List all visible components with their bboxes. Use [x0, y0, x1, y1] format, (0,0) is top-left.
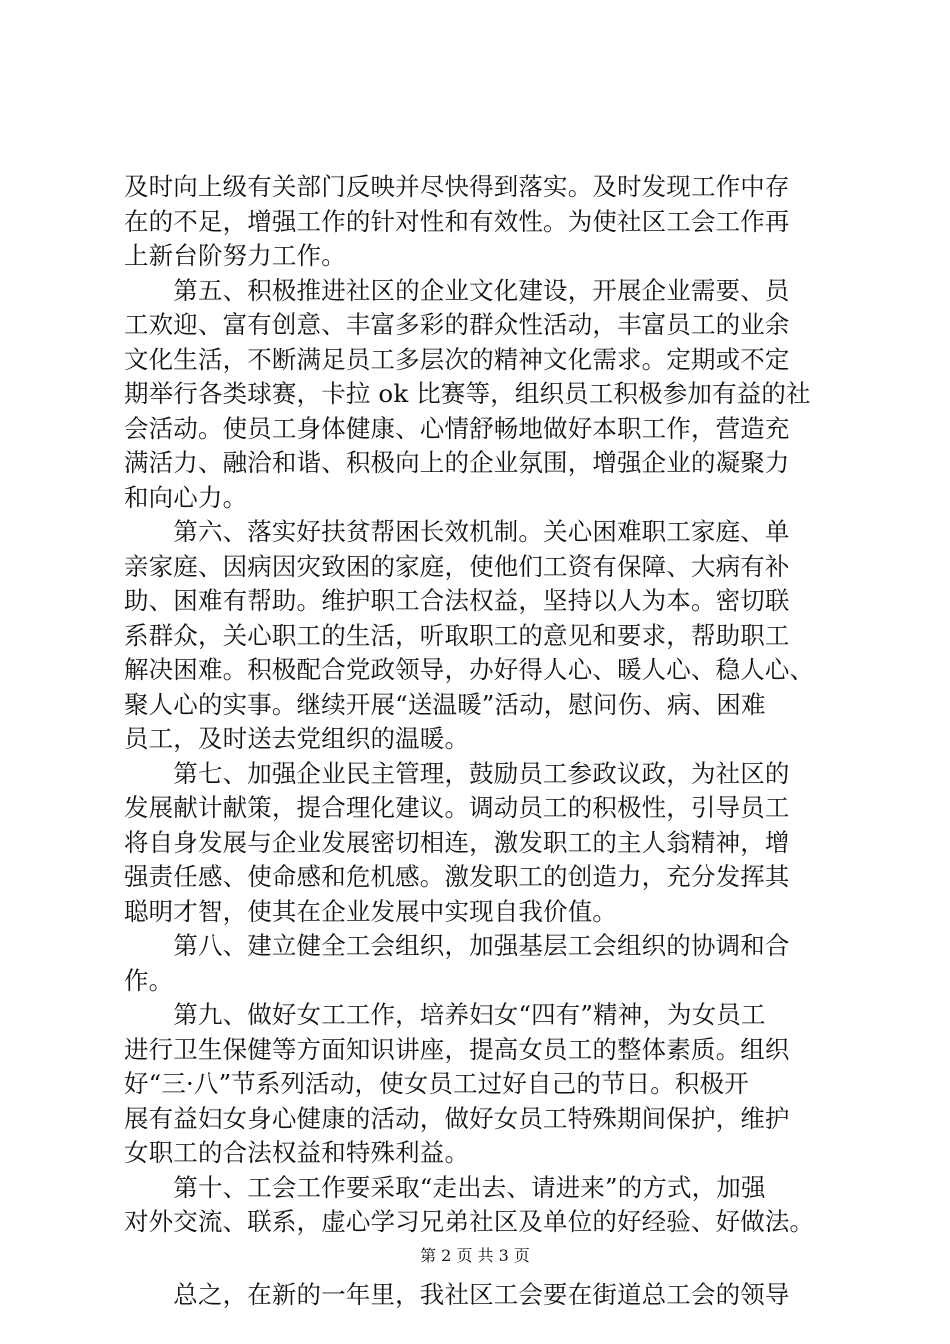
- text-line: 员工，及时送去党组织的温暖。: [124, 724, 470, 753]
- text-line: 上新台阶努力工作。: [124, 241, 346, 270]
- text-line: 期举行各类球赛，卡拉 ok 比赛等，组织员工积极参加有益的社: [124, 379, 811, 408]
- text-line: 在的不足，增强工作的针对性和有效性。为使社区工会工作再: [124, 206, 790, 236]
- text-line: 将自身发展与企业发展密切相连，激发职工的主人翁精神，增: [124, 827, 790, 857]
- text-line: 展有益妇女身心健康的活动，做好女员工特殊期间保护，维护: [124, 1103, 790, 1133]
- text-line: 第五、积极推进社区的企业文化建设，开展企业需要、员: [124, 275, 790, 305]
- text-line: 解决困难。积极配合党政领导，办好得人心、暖人心、稳人心、: [124, 655, 815, 684]
- text-line: 好“三·八”节系列活动，使女员工过好自己的节日。积极开: [124, 1069, 749, 1098]
- text-line: 系群众，关心职工的生活，听取职工的意见和要求，帮助职工: [124, 620, 790, 650]
- text-line: 第九、做好女工工作，培养妇女“四有”精神，为女员工: [124, 1000, 766, 1029]
- text-line: 第七、加强企业民主管理，鼓励员工参政议政，为社区的: [124, 758, 790, 788]
- text-line: 亲家庭、因病因灾致困的家庭，使他们工资有保障、大病有补: [124, 551, 790, 581]
- text-line: 作。: [124, 965, 174, 995]
- text-line: 文化生活，不断满足员工多层次的精神文化需求。定期或不定: [124, 344, 790, 374]
- text-line: 强责任感、使命感和危机感。激发职工的创造力，充分发挥其: [124, 862, 790, 891]
- text-line: 聚人心的实事。继续开展“送温暖”活动，慰问伤、病、困难: [124, 689, 766, 719]
- text-line: 第十、工会工作要采取“走出去、请进来”的方式，加强: [124, 1172, 766, 1202]
- text-line: 对外交流、联系，虚心学习兄弟社区及单位的好经验、好做法。: [124, 1207, 815, 1236]
- document-body: [124, 170, 834, 1312]
- text-line: 发展献计献策，提合理化建议。调动员工的积极性，引导员工: [124, 793, 790, 822]
- text-line: 聪明才智，使其在企业发展中实现自我价值。: [124, 896, 617, 926]
- text-line: 第六、落实好扶贫帮困长效机制。关心困难职工家庭、单: [124, 517, 790, 546]
- text-line: 和向心力。: [124, 482, 248, 512]
- text-line: 工欢迎、富有创意、丰富多彩的群众性活动，丰富员工的业余: [124, 310, 790, 339]
- text-line: 助、困难有帮助。维护职工合法权益，坚持以人为本。密切联: [124, 586, 790, 615]
- text-line: 第八、建立健全工会组织，加强基层工会组织的协调和合: [124, 931, 790, 960]
- text-line: 及时向上级有关部门反映并尽快得到落实。及时发现工作中存: [124, 172, 790, 201]
- text-line: 满活力、融洽和谐、积极向上的企业氛围，增强企业的凝聚力: [124, 448, 790, 477]
- text-line: 进行卫生保健等方面知识讲座，提高女员工的整体素质。组织: [124, 1034, 790, 1064]
- text-line: 会活动。使员工身体健康、心情舒畅地做好本职工作，营造充: [124, 413, 790, 443]
- page-footer: 第 2 页 共 3 页: [420, 1246, 530, 1265]
- text-line: 女职工的合法权益和特殊利益。: [124, 1138, 470, 1167]
- text-line: 总之，在新的一年里，我社区工会要在街道总工会的领导: [124, 1279, 790, 1309]
